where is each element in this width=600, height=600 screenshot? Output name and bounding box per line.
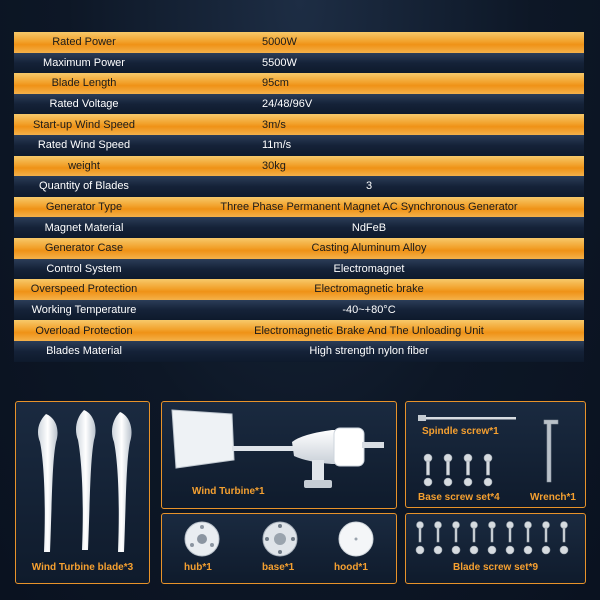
- spec-row: [14, 135, 584, 156]
- base-label: base*1: [262, 562, 295, 573]
- screws-panel: [405, 401, 586, 508]
- spec-label: Blades Material: [46, 345, 122, 358]
- hub-image: [182, 519, 222, 559]
- spec-value: High strength nylon fiber: [309, 345, 429, 358]
- spec-value: Three Phase Permanent Magnet AC Synchronous Generator: [220, 201, 518, 214]
- spec-value: Casting Aluminum Alloy: [311, 242, 427, 255]
- spec-row: [14, 300, 584, 321]
- spec-row: [14, 217, 584, 238]
- wind-turbine-image: [162, 402, 396, 492]
- spec-label: Overload Protection: [35, 324, 133, 337]
- blades-panel: [15, 401, 150, 584]
- spec-value: 3m/s: [262, 118, 286, 131]
- spec-row: [14, 320, 584, 341]
- spec-label: Overspeed Protection: [30, 283, 138, 296]
- hub-base-hood-panel: [161, 513, 397, 584]
- turbine-blades-image: [16, 402, 149, 562]
- spec-value: -40~+80°C: [342, 304, 396, 317]
- spec-value: NdFeB: [351, 221, 387, 234]
- spec-label: Quantity of Blades: [39, 180, 129, 193]
- spec-label: Rated Power: [52, 36, 116, 49]
- spec-row: [14, 176, 584, 197]
- spec-row: [14, 73, 584, 94]
- spec-value: 11m/s: [262, 139, 292, 152]
- hood-label: hood*1: [334, 562, 368, 573]
- spec-row: [14, 238, 584, 259]
- spec-label: Start-up Wind Speed: [32, 118, 136, 131]
- spec-label: Working Temperature: [31, 304, 137, 317]
- spec-row: [14, 156, 584, 177]
- spec-label: Control System: [46, 262, 122, 275]
- spec-value: Electromagnetic brake: [314, 283, 424, 296]
- wrench-label: Wrench*1: [530, 492, 576, 503]
- base-image: [260, 519, 300, 559]
- spec-row: [14, 279, 584, 300]
- spec-row: [14, 114, 584, 135]
- spec-label: Magnet Material: [44, 221, 124, 234]
- spec-label: Blade Length: [51, 77, 117, 90]
- hub-label: hub*1: [184, 562, 212, 573]
- spec-label: Generator Case: [44, 242, 124, 255]
- spec-row: [14, 197, 584, 218]
- turbine-label: Wind Turbine*1: [192, 486, 265, 497]
- spec-label: weight: [68, 159, 100, 172]
- spec-row: [14, 32, 584, 53]
- blade-screw-set-label: Blade screw set*9: [452, 562, 539, 573]
- spec-value: 30kg: [262, 159, 286, 172]
- spindle-screw-label: Spindle screw*1: [422, 426, 499, 437]
- spec-row: [14, 259, 584, 280]
- spec-value: 95cm: [262, 77, 289, 90]
- spec-row: [14, 341, 584, 362]
- spec-value: Electromagnet: [333, 262, 405, 275]
- blade-screw-panel: [405, 513, 586, 584]
- spec-value: Electromagnetic Brake And The Unloading Unit: [254, 324, 484, 337]
- spec-value: 3: [365, 180, 373, 193]
- base-screw-set-image: [420, 452, 500, 488]
- spec-label: Rated Voltage: [49, 98, 119, 111]
- spec-value: 5000W: [262, 36, 297, 49]
- spec-label: Generator Type: [45, 201, 123, 214]
- spec-value: 5500W: [262, 56, 297, 69]
- wrench-image: [540, 416, 570, 486]
- spec-label: Maximum Power: [43, 56, 125, 69]
- blade-screw-set-image: [410, 520, 580, 560]
- spec-row: [14, 53, 584, 74]
- spec-table: [14, 32, 584, 362]
- hood-image: [336, 519, 376, 559]
- spec-row: [14, 94, 584, 115]
- spec-label: Rated Wind Speed: [37, 139, 131, 152]
- spec-value: 24/48/96V: [262, 98, 313, 111]
- base-screw-set-label: Base screw set*4: [418, 492, 500, 503]
- turbine-panel: [161, 401, 397, 509]
- spindle-screw-image: [418, 412, 518, 424]
- blades-label: Wind Turbine blade*3: [31, 562, 134, 573]
